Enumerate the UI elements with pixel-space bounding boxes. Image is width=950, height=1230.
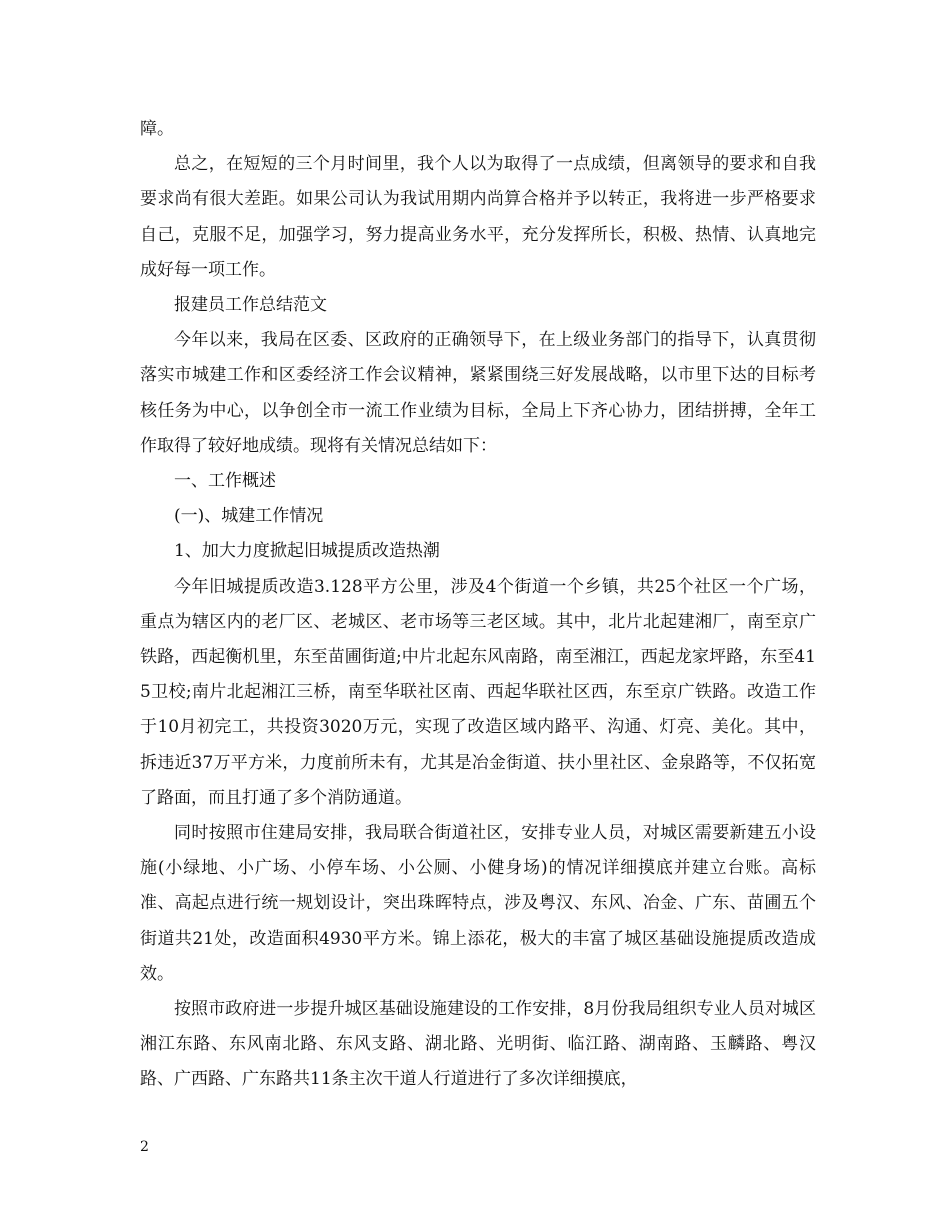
heading-level-3: 1、加大力度掀起旧城提质改造热潮 (174, 541, 440, 562)
paragraph-continuation: 障。 (140, 119, 174, 139)
paragraph-conclusion: 总之，在短短的三个月时间里，我个人以为取得了一点成绩，但离领导的要求和自我要求尚有很大差距。如果公司认为我试用期内尚算合格并予以转正，我将进一步严格要求自己，克服不足，加强学习，努力提高业务水平，充分发挥所长，积极、热情、认真地完成好每一项工作。 (140, 154, 816, 280)
page-number: 2 (140, 1139, 149, 1155)
section-title: 报建员工作总结范文 (174, 295, 327, 316)
paragraph-facilities: 同时按照市住建局安排，我局联合街道社区，安排专业人员，对城区需要新建五小设施(小绿地、小广场、小停车场、小公厕、小健身场)的情况详细摸底并建立台账。高标准、高起点进行统一规划设计，突出珠晖特点，涉及粤汉、东风、冶金、广东、苗圃五个街道共21处，改造面积4930平方米。锦上添花，极大的丰富了城区基础设施提质改造成效。 (140, 823, 816, 984)
paragraph-renovation: 今年旧城提质改造3.128平方公里，涉及4个街道一个乡镇，共25个社区一个广场，重点为辖区内的老厂区、老城区、老市场等三老区域。其中，北片北起建湘厂，南至京广铁路，西起衡机里，东至苗圃街道;中片北起东风南路，南至湘江，西起龙家坪路，东至415卫校;南片北起湘江三桥，南至华联社区南、西起华联社区西，东至京广铁路。改造工作于10月初完工，共投资3020万元，实现了改造区域内路平、沟通、灯亮、美化。其中，拆违近37万平方米，力度前所未有，尤其是冶金街道、扶小里社区、金泉路等，不仅拓宽了路面，而且打通了多个消防通道。 (140, 576, 816, 808)
document-body (140, 112, 816, 1098)
heading-level-1: 一、工作概述 (174, 471, 276, 492)
heading-level-2: (一)、城建工作情况 (174, 506, 324, 527)
paragraph-intro: 今年以来，我局在区委、区政府的正确领导下，在上级业务部门的指导下，认真贯彻落实市城建工作和区委经济工作会议精神，紧紧围绕三好发展战略，以市里下达的目标考核任务为中心，以争创全市一流工作业绩为目标，全局上下齐心协力，团结拼搏，全年工作取得了较好地成绩。现将有关情况总结如下： (140, 330, 816, 456)
paragraph-sidewalks: 按照市政府进一步提升城区基础设施建设的工作安排，8月份我局组织专业人员对城区湘江东路、东风南北路、东风支路、湖北路、光明街、临江路、湖南路、玉麟路、粤汉路、广西路、广东路共11条主次干道人行道进行了多次详细摸底， (140, 999, 816, 1090)
